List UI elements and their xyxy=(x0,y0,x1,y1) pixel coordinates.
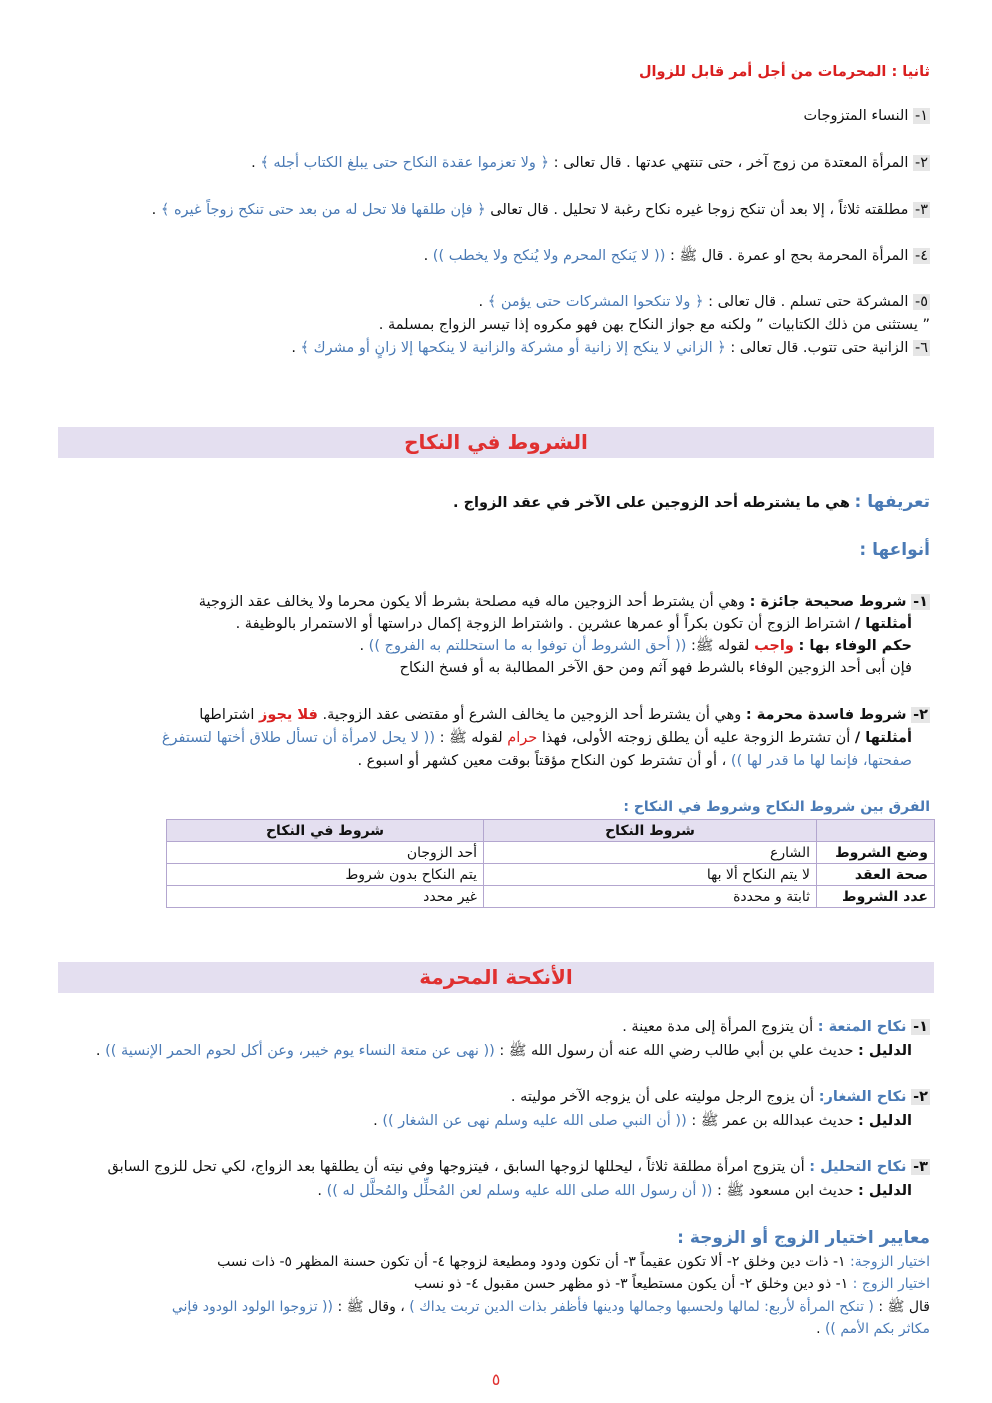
comparison-table xyxy=(166,819,935,908)
item-text: الزانية حتى تتوب. قال تعالى : xyxy=(730,340,909,356)
condition-title: شروط صحيحة جائزة : xyxy=(749,594,907,610)
condition-type xyxy=(199,592,930,612)
hadith-quote: (( تزوجوا الولود الودود فإني xyxy=(171,1299,333,1315)
ruling-consequence: فإن أبى أحد الزوجين الوفاء بالشرط فهو آثم ومن حق الآخر المطالبة به أو فسخ النكاح xyxy=(399,660,912,676)
criteria-title xyxy=(677,1226,930,1251)
definition-text: هي ما يشترطه أحد الزوجين على الآخر في عقد الزواج . xyxy=(453,495,850,511)
condition-title: شروط فاسدة محرمة : xyxy=(745,707,907,723)
ruling-text: لقوله ﷺ: xyxy=(691,638,750,654)
condition-text-end: اشتراطها xyxy=(199,707,255,723)
condition-text: وهي أن يشترط أحد الزوجين ما يخالف الشرع أو مقتضى عقد الزوجية. xyxy=(322,707,742,723)
section-title-muharramat: ثانيا : المحرمات من أجل أمر قابل للزوال xyxy=(638,64,930,80)
hadith-quote: (( أحق الشروط أن توفوا به ما استحللتم به الفروج )) xyxy=(368,638,687,654)
ruling-end: . xyxy=(359,638,365,654)
table-row xyxy=(167,864,935,886)
hadith-line-cont xyxy=(816,1319,930,1339)
marriage-type xyxy=(108,1157,930,1177)
wife-criteria xyxy=(217,1252,930,1272)
examples-label: أمثلتها / xyxy=(854,616,912,632)
item-number: ٢- xyxy=(913,1089,928,1105)
marriage-type xyxy=(622,1017,930,1037)
item-text: المشركة حتى تسلم . قال تعالى : xyxy=(708,294,909,310)
table-cell: غير محدد xyxy=(167,886,484,908)
table-row xyxy=(167,842,935,864)
hadith-quote: (( لا يَنكح المحرم ولا يُنكح ولا يخطب )) xyxy=(432,248,666,264)
quran-quote: ﴿ الزاني لا ينكح إلا زانية أو مشركة والزانية لا ينكحها إلا زانٍ أو مشرك ﴾ xyxy=(300,340,726,356)
comparison-title: الفرق بين شروط النكاح وشروط في النكاح : xyxy=(623,799,930,815)
evidence-end: . xyxy=(95,1043,101,1059)
hadith-quote: (( أن رسول الله صلى الله عليه وسلم لعن المُحلِّل والمُحلَّل له )) xyxy=(326,1183,713,1199)
condition-type xyxy=(199,705,930,725)
marriage-type-text: أن يتزوج امرأة مطلقة ثلاثاً ، ليحللها لزوجها السابق ، فيتزوجها وفي نيته أن يطلقها بعد الزواج، لكي تحل للزوج السابق xyxy=(107,1159,805,1175)
condition-text: وهي أن يشترط أحد الزوجين ماله فيه مصلحة بشرط ألا يكون محرما ولا يخالف عقد الزوجية xyxy=(198,594,746,610)
table-header: شروط النكاح xyxy=(484,820,817,842)
quran-quote: ﴿ فإن طلقها فلا تحل له من بعد حتى تنكح زوجاً غيره ﴾ xyxy=(160,202,486,218)
item-number: ٣- xyxy=(913,1159,928,1175)
hadith-quote: ( تنكح المرأة لأربع: لمالها ولحسبها وجمالها ودينها فأظفر بذات الدين تربت يداك ) xyxy=(409,1299,874,1315)
marriage-type-text: أن يزوج الرجل موليته على أن يزوجه الآخر موليته . xyxy=(510,1089,815,1105)
criteria-label: اختيار الزوجة: xyxy=(850,1254,930,1270)
criteria-label: اختيار الزوج : xyxy=(852,1276,930,1292)
item-end: . xyxy=(151,202,157,218)
item-text: المرأة المعتدة من زوج آخر ، حتى تنتهي عدتها . قال تعالى : xyxy=(553,155,909,171)
definition xyxy=(453,490,930,515)
item-end: . xyxy=(251,155,256,171)
section-header-title: الشروط في النكاح xyxy=(404,430,588,454)
list-item xyxy=(291,338,930,358)
hadith-quote: (( نهى عن متعة النساء يوم خيبر، وعن أكل لحوم الحمر الإنسية )) xyxy=(105,1043,495,1059)
hadith-quote-cont: صفحتها، فإنما لها ما قدر لها )) xyxy=(730,753,912,769)
evidence-text: حديث عبدالله بن عمر ﷺ : xyxy=(691,1113,854,1129)
examples xyxy=(236,614,912,634)
ruling-value: واجب xyxy=(754,638,794,654)
examples-label: أمثلتها / xyxy=(854,730,912,746)
evidence xyxy=(317,1181,912,1201)
criteria-title-text: معايير اختيار الزوج أو الزوجة : xyxy=(677,1228,930,1248)
types-label-text: أنواعها : xyxy=(859,540,930,560)
table-header-row xyxy=(167,820,935,842)
quran-quote: ﴿ ولا تنكحوا المشركات حتى يؤمن ﴾ xyxy=(487,294,704,310)
ruling-label: حكم الوفاء بها : xyxy=(798,638,912,654)
item-number: ٤- xyxy=(914,248,928,264)
list-item xyxy=(152,200,930,220)
item-note: ” يستثنى من ذلك الكتابيات ” ولكنه مع جواز النكاح بهن فهو مكروه إذا تيسر الزواج بمسلمة . xyxy=(378,317,930,333)
evidence-label: الدليل : xyxy=(858,1183,912,1199)
examples-text-2: لقوله ﷺ : xyxy=(439,730,503,746)
table-cell: أحد الزوجان xyxy=(167,842,484,864)
evidence-end: . xyxy=(373,1113,378,1129)
table-header: شروط في النكاح xyxy=(167,820,484,842)
item-text: مطلقته ثلاثاً ، إلا بعد أن تنكح زوجا غيره نكاح رغبة لا تحليل . قال تعالى xyxy=(490,202,909,218)
item-end: . xyxy=(291,340,296,356)
hadith-quote-cont: مكاثر بكم الأمم )) xyxy=(824,1321,930,1337)
examples-cont xyxy=(357,751,912,771)
marriage-type-title: نكاح الشغار: xyxy=(818,1089,907,1105)
row-label: عدد الشروط xyxy=(817,886,935,908)
hadith-end: . xyxy=(816,1321,821,1337)
examples-text: اشتراط الزوج أن تكون بكراً أو عمرها عشرين . واشتراط الزوجة إكمال دراستها أو الاستمرار بالوظيفة . xyxy=(235,616,851,632)
page-number: ٥ xyxy=(491,1370,501,1389)
item-number: ١- xyxy=(913,1019,928,1035)
prohibition-text: فلا يجوز xyxy=(259,707,318,723)
evidence xyxy=(96,1041,912,1061)
marriage-type-title: نكاح التحليل : xyxy=(809,1159,907,1175)
types-label xyxy=(859,538,930,563)
criteria-text: ١- ذو دين وخلق ٢- أن يكون مستطيعاً ٣- ذو مظهر حسن مقبول ٤- ذو نسب xyxy=(414,1276,849,1292)
item-end: . xyxy=(423,248,429,264)
item-number: ٣- xyxy=(914,202,928,218)
marriage-type-text: أن يتزوج المرأة إلى مدة معينة . xyxy=(622,1019,814,1035)
table-cell: لا يتم النكاح ألا بها xyxy=(484,864,817,886)
item-number: ١- xyxy=(914,108,928,124)
list-item xyxy=(804,106,930,126)
item-text: المرأة المحرمة بحج او عمرة . قال ﷺ : xyxy=(669,248,909,264)
hadith-quote: (( لا يحل لامرأة أن تسأل طلاق أختها لتستفرغ xyxy=(161,730,435,746)
table-row xyxy=(167,886,935,908)
hadith-quote: (( أن النبي صلى الله عليه وسلم نهى عن الشغار )) xyxy=(382,1113,687,1129)
list-item xyxy=(251,153,930,173)
evidence xyxy=(373,1111,912,1131)
hadith-prefix: قال ﷺ : xyxy=(878,1299,930,1315)
row-label: وضع الشروط xyxy=(817,842,935,864)
evidence-text: حديث ابن مسعود ﷺ : xyxy=(717,1183,854,1199)
table-header xyxy=(817,820,935,842)
list-item xyxy=(479,292,930,312)
item-text: النساء المتزوجات xyxy=(803,108,909,124)
table-cell: الشارع xyxy=(484,842,817,864)
section-header-shurut xyxy=(58,427,934,458)
marriage-type-title: نكاح المتعة : xyxy=(817,1019,907,1035)
evidence-text: حديث علي بن أبي طالب رضي الله عنه أن رسول الله ﷺ : xyxy=(499,1043,854,1059)
hadith-mid: ، وقال ﷺ : xyxy=(337,1299,405,1315)
section-header-title: الأنكحة المحرمة xyxy=(419,965,573,989)
ruling xyxy=(359,636,912,656)
haram-text: حرام xyxy=(507,730,538,746)
item-end: . xyxy=(478,294,484,310)
row-label: صحة العقد xyxy=(817,864,935,886)
examples-end: ، أو أن تشترط كون النكاح مؤقتاً بوقت معين كشهر أو اسبوع . xyxy=(357,753,727,769)
criteria-text: ١- ذات دين وخلق ٢- ألا تكون عقيماً ٣- أن تكون ودود ومطيعة لزوجها ٤- أن تكون حسنة المظهر ٥- ذات نسب xyxy=(217,1254,846,1270)
evidence-label: الدليل : xyxy=(858,1043,912,1059)
evidence-end: . xyxy=(317,1183,322,1199)
marriage-type xyxy=(511,1087,930,1107)
section-header-ankiha xyxy=(58,962,934,993)
item-number: ٥- xyxy=(914,294,928,310)
evidence-label: الدليل : xyxy=(858,1113,912,1129)
item-number: ٢- xyxy=(914,155,928,171)
quran-quote: ﴿ ولا تعزموا عقدة النكاح حتى يبلغ الكتاب أجله ﴾ xyxy=(260,155,550,171)
definition-label: تعريفها : xyxy=(854,492,930,512)
item-number: ١- xyxy=(913,594,928,610)
husband-criteria xyxy=(414,1274,930,1294)
examples-text: أن تشترط الزوجة عليه أن يطلق زوجته الأولى، فهذا xyxy=(541,730,851,746)
item-number: ٦- xyxy=(914,340,928,356)
examples xyxy=(162,728,912,748)
table-cell: يتم النكاح بدون شروط xyxy=(167,864,484,886)
list-item xyxy=(424,246,930,266)
hadith-line xyxy=(172,1297,930,1317)
item-number: ٢- xyxy=(913,707,928,723)
table-cell: ثابتة و محددة xyxy=(484,886,817,908)
